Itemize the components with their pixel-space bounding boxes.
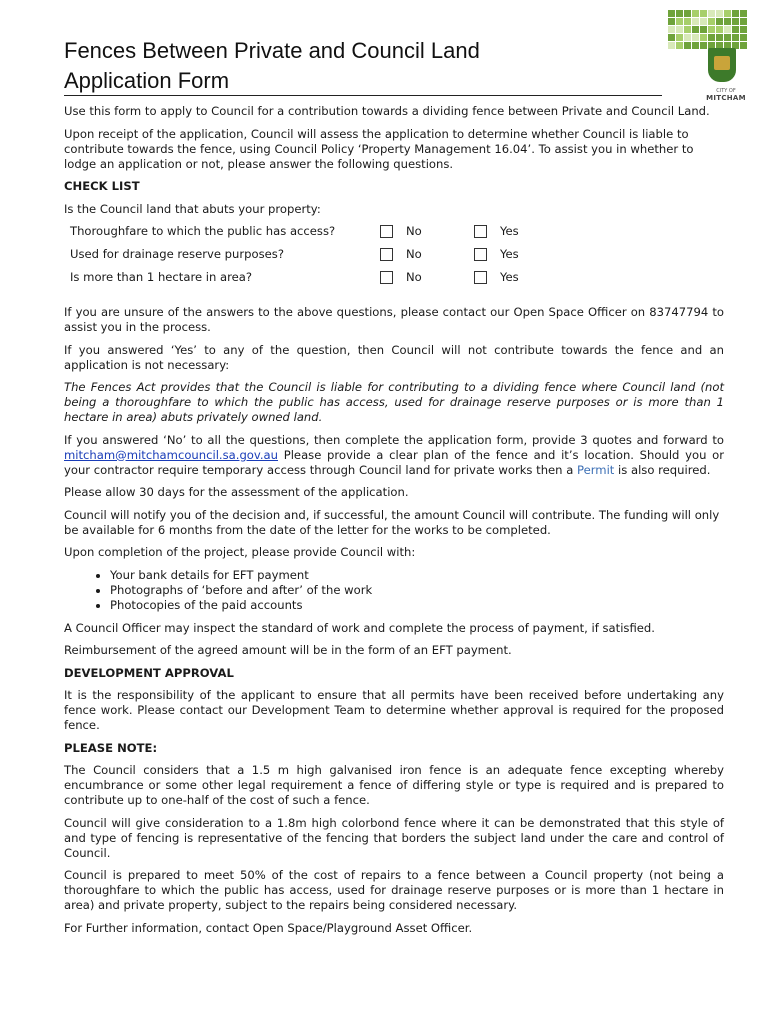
reimburse-paragraph: Reimbursement of the agreed amount will be in the form of an EFT payment.: [64, 643, 512, 657]
mosaic-square: [676, 34, 683, 41]
checklist-question-text: Is more than 1 hectare in area?: [70, 270, 253, 284]
mosaic-square: [692, 26, 699, 33]
yes-label: Yes: [500, 224, 519, 238]
note-paragraph-2: Council will give consideration to a 1.8m high colorbond fence where it can be demonstrated that this style of and type of fencing is representative of the fencing that borders the subject land under the care and control of Council.: [64, 815, 724, 860]
further-info-paragraph: For Further information, contact Open Space/Playground Asset Officer.: [64, 920, 473, 935]
checklist-question: Is the Council land that abuts your property:: [64, 201, 321, 216]
answered-no-text-1: If you answered ‘No’ to all the questions, then complete the application form, provide 3 quotes and forward to: [64, 432, 724, 447]
checklist-question-text: Thoroughfare to which the public has access?: [70, 224, 336, 238]
answered-no-paragraph: [64, 433, 724, 478]
mosaic-square: [716, 18, 723, 25]
email-link[interactable]: mitcham@mitchamcouncil.sa.gov.au: [64, 447, 279, 462]
mosaic-square: [700, 18, 707, 25]
list-item: • Your bank details for EFT payment: [110, 568, 724, 583]
fences-act-paragraph: The Fences Act provides that the Council is liable for contributing to a dividing fence where Council land (not being a thoroughfare to which the public has access, used for drainage reserve purposes or is more than 1 hectare in area) abuts privately owned land.: [64, 380, 724, 424]
note-paragraph-1: The Council considers that a 1.5 m high galvanised iron fence is an adequate fence excepting whereby encumbrance or some other legal requirement a fence of differing style or type is required and is prepared to contribute up to one-half of the cost of such a fence.: [64, 763, 724, 807]
mosaic-square: [676, 10, 683, 17]
mosaic-square: [732, 10, 739, 17]
mosaic-square: [740, 34, 747, 41]
list-item: • Photocopies of the paid accounts: [110, 598, 724, 613]
mosaic-square: [684, 26, 691, 33]
mosaic-square: [700, 34, 707, 41]
no-checkbox[interactable]: [380, 248, 393, 261]
mosaic-square: [676, 26, 683, 33]
mosaic-square: [692, 42, 699, 49]
mosaic-square: [676, 18, 683, 25]
no-label: No: [406, 270, 422, 284]
mosaic-square: [708, 26, 715, 33]
no-label: No: [406, 247, 422, 261]
mosaic-square: [716, 26, 723, 33]
mosaic-square: [732, 18, 739, 25]
mosaic-square: [684, 10, 691, 17]
mosaic-square: [684, 42, 691, 49]
checklist-row: [64, 270, 568, 293]
list-item: • Photographs of ‘before and after’ of the work: [110, 583, 724, 598]
mosaic-square: [692, 34, 699, 41]
mosaic-square: [708, 34, 715, 41]
mosaic-square: [700, 26, 707, 33]
inspect-paragraph: A Council Officer may inspect the standard of work and complete the process of payment, if satisfied.: [64, 620, 655, 635]
mosaic-square: [668, 18, 675, 25]
no-label: No: [406, 224, 422, 238]
mosaic-square: [724, 18, 731, 25]
yes-checkbox[interactable]: [474, 225, 487, 238]
logo-line1: CITY OF: [716, 88, 736, 94]
mosaic-square: [724, 34, 731, 41]
checklist-row: [64, 247, 568, 270]
checklist-table: [64, 224, 568, 293]
mosaic-square: [700, 42, 707, 49]
mosaic-square: [668, 26, 675, 33]
development-approval-paragraph: It is the responsibility of the applicant to ensure that all permits have been received before undertaking any fence work. Please contact our Development Team to determine whether approval is required for the proposed fence.: [64, 688, 724, 732]
mosaic-square: [724, 26, 731, 33]
checklist-question-text: Used for drainage reserve purposes?: [70, 247, 284, 261]
mosaic-square: [668, 42, 675, 49]
yes-checkbox[interactable]: [474, 248, 487, 261]
mosaic-square: [668, 34, 675, 41]
title-divider: [64, 95, 662, 96]
mosaic-square: [716, 10, 723, 17]
mosaic-square: [692, 10, 699, 17]
mosaic-square: [676, 42, 683, 49]
unsure-paragraph: If you are unsure of the answers to the above questions, please contact our Open Space Officer on 83747794 to assist you in the process.: [64, 305, 724, 334]
page-title: Fences Between Private and Council Land Application Form: [64, 38, 480, 93]
mosaic-square: [732, 34, 739, 41]
answered-no-text-3: is also required.: [614, 462, 711, 477]
checklist-heading: CHECK LIST: [64, 179, 140, 193]
mosaic-square: [708, 10, 715, 17]
permit-link[interactable]: Permit: [577, 462, 615, 477]
mosaic-square: [740, 10, 747, 17]
mosaic-square: [708, 18, 715, 25]
form-body: [64, 104, 724, 943]
mosaic-square: [668, 10, 675, 17]
intro-paragraph-1: Use this form to apply to Council for a contribution towards a dividing fence between Private and Council Land.: [64, 104, 710, 118]
mosaic-square: [740, 26, 747, 33]
notify-paragraph: Council will notify you of the decision and, if successful, the amount Council will contribute. The funding will only be available for 6 months from the date of the letter for the works to be completed.: [64, 507, 720, 537]
answered-no-text-2: Please provide a clear plan of the fence and it’s location. Should you or your contractor require temporary access through Council land for private works then a: [64, 447, 724, 477]
no-checkbox[interactable]: [380, 225, 393, 238]
please-note-heading: PLEASE NOTE:: [64, 740, 158, 755]
mosaic-square: [724, 10, 731, 17]
note-paragraph-3: Council is prepared to meet 50% of the cost of repairs to a fence between a Council property (not being a thoroughfare to which the public has access, used for drainage reserve purposes or is more than 1 hectare in area) and private property, subject to the repairs being considered necessary.: [64, 868, 724, 912]
development-approval-heading: DEVELOPMENT APPROVAL: [64, 665, 234, 680]
completion-paragraph: Upon completion of the project, please provide Council with:: [64, 545, 416, 559]
logo-line2: MITCHAM: [706, 94, 746, 102]
allow-days-paragraph: Please allow 30 days for the assessment of the application.: [64, 485, 409, 499]
intro-paragraph-2: Upon receipt of the application, Council will assess the application to determine whether Council is liable to contribute towards the fence, using Council Policy ‘Property Management 16.04’. To assist you in whether to lodge an application or not, please answer the following questions.: [64, 126, 694, 171]
no-checkbox[interactable]: [380, 271, 393, 284]
completion-list: [64, 568, 724, 613]
yes-checkbox[interactable]: [474, 271, 487, 284]
mosaic-square: [740, 42, 747, 49]
checklist-row: [64, 224, 568, 247]
mosaic-square: [732, 26, 739, 33]
logo-mosaic: [668, 10, 750, 50]
mosaic-square: [684, 18, 691, 25]
mosaic-square: [700, 10, 707, 17]
mosaic-square: [716, 34, 723, 41]
mosaic-square: [740, 18, 747, 25]
mosaic-square: [692, 18, 699, 25]
mosaic-square: [684, 34, 691, 41]
yes-label: Yes: [500, 247, 519, 261]
council-logo: [668, 10, 750, 106]
answered-yes-paragraph: If you answered ‘Yes’ to any of the question, then Council will not contribute towards the fence and an application is not necessary:: [64, 342, 724, 372]
crest-icon: [708, 48, 736, 82]
yes-label: Yes: [500, 270, 519, 284]
